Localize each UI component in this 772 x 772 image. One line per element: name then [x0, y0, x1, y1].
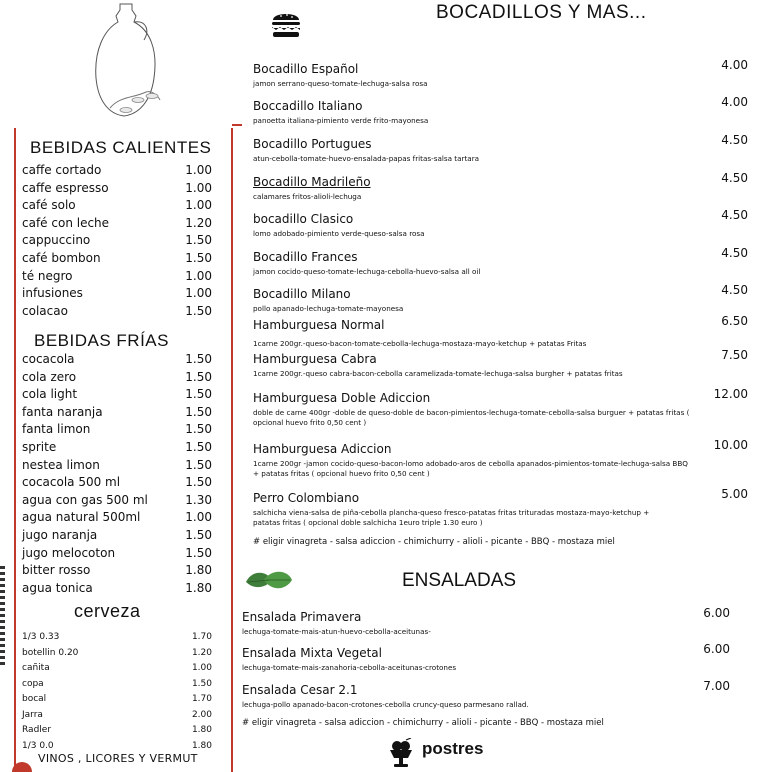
decorative-dots — [0, 566, 5, 666]
menu-row: caffe cortado 1.00 — [22, 163, 212, 177]
salad-item: Ensalada Mixta Vegetal lechuga-tomate-mais-zanahoria-cebolla-aceitunas-crotones 6.00 — [242, 642, 730, 672]
ice-cream-icon — [388, 738, 414, 768]
left-column — [0, 0, 232, 772]
menu-item: Bocadillo Milano pollo apanado-lechuga-tomate-mayonesa 4.50 — [253, 283, 748, 313]
desserts-title: postres — [422, 739, 484, 758]
menu-item: Hamburguesa Adiccion 1carne 200gr -jamon cocido-queso-bacon-lomo adobado-aros de cebolla apanados-pimientos-tomate-lechuga-salsa BBQ + patatas fritas ( opcional huevo frito 0,50 cent ) 10.00 — [253, 438, 748, 478]
sauce-options: # eligir vinagreta - salsa adiccion - chimichurry - alioli - picante - BBQ - mostaza miel — [242, 718, 604, 728]
menu-row: jugo melocoton 1.50 — [22, 545, 212, 560]
menu-row: cocacola 500 ml 1.50 — [22, 475, 212, 490]
menu-row: copa 1.50 — [22, 678, 212, 689]
menu-item: Bocadillo Frances jamon cocido-queso-tomate-lechuga-cebolla-huevo-salsa all oil 4.50 — [253, 246, 748, 276]
menu-item: Hamburguesa Doble Adiccion doble de carne 400gr -doble de queso-doble de bacon-pimientos-lechuga-tomate-cebolla-salsa burguer + patatas fritas ( opcional huevo frito 0,50 cent ) 12.00 — [253, 387, 748, 427]
menu-row: botellin 0.20 1.20 — [22, 647, 212, 658]
menu-row: café con leche 1.20 — [22, 215, 212, 230]
menu-row: agua tonica 1.80 — [22, 580, 212, 595]
menu-row: fanta naranja 1.50 — [22, 404, 212, 419]
menu-item: bocadillo Clasico lomo adobado-pimiento verde-queso-salsa rosa 4.50 — [253, 208, 748, 238]
menu-item: Perro Colombiano salchicha viena-salsa de piña-cebolla plancha-queso fresco-patatas fritas trituradas mostaza-mayo-ketchup + patatas fritas ( opcional doble salchicha 1euro triple 1.30 euro ) 5.00 — [253, 487, 748, 527]
menu-row: sprite 1.50 — [22, 439, 212, 454]
left-divider — [14, 128, 16, 772]
hot-drinks-list — [22, 162, 212, 320]
menu-row: infusiones 1.00 — [22, 286, 212, 301]
menu-row: café solo 1.00 — [22, 198, 212, 213]
menu-row: 1/3 0.0 1.80 — [22, 740, 212, 751]
menu-row: bitter rosso 1.80 — [22, 563, 212, 578]
menu-row: Jarra 2.00 — [22, 709, 212, 720]
menu-row: té negro 1.00 — [22, 268, 212, 283]
sauce-options: # eligir vinagreta - salsa adiccion - chimichurry - alioli - picante - BBQ - mostaza miel — [253, 537, 615, 547]
menu-row: cañita 1.00 — [22, 663, 212, 673]
burger-icon — [270, 7, 302, 39]
menu-row: jugo naranja 1.50 — [22, 527, 212, 542]
right-column — [240, 0, 772, 772]
menu-row: colacao 1.50 — [22, 303, 212, 318]
beer-list — [22, 630, 212, 754]
menu-item: Boccadillo Italiano panoetta italiana-pimiento verde frito-mayonesa 4.00 — [253, 95, 748, 125]
salads-title: ENSALADAS — [402, 570, 517, 591]
hot-drinks-title: BEBIDAS CALIENTES — [30, 138, 212, 157]
decorative-circle — [12, 762, 32, 772]
column-divider — [231, 128, 233, 772]
menu-row: caffe espresso 1.00 — [22, 180, 212, 195]
menu-row: cola light 1.50 — [22, 387, 212, 402]
sandwiches-title: BOCADILLOS Y MAS... — [436, 2, 647, 23]
menu-item: Bocadillo Madrileño calamares fritos-alioli-lechuga 4.50 — [253, 171, 748, 201]
menu-row: nestea limon 1.50 — [22, 457, 212, 472]
menu-row: agua con gas 500 ml 1.30 — [22, 492, 212, 507]
cold-drinks-title: BEBIDAS FRÍAS — [34, 331, 169, 350]
beer-title: cerveza — [74, 601, 141, 621]
menu-row: fanta limon 1.50 — [22, 422, 212, 437]
menu-row: cocacola 1.50 — [22, 352, 212, 366]
salad-item: Ensalada Primavera lechuga-tomate-mais-atun-huevo-cebolla-aceitunas- 6.00 — [242, 606, 730, 636]
menu-row: 1/3 0.33 1.70 — [22, 632, 212, 642]
oil-jug-illustration — [80, 0, 170, 126]
menu-item: Hamburguesa Cabra 1carne 200gr.-queso cabra-bacon-cebolla caramelizada-tomate-lechuga-salsa burgher + patatas fritas 7.50 — [253, 348, 748, 378]
menu-row: Radler 1.80 — [22, 725, 212, 735]
basil-leaf-icon — [242, 566, 294, 596]
menu-row: cola zero 1.50 — [22, 369, 212, 384]
menu-row: agua natural 500ml 1.00 — [22, 510, 212, 525]
menu-row: cappuccino 1.50 — [22, 233, 212, 248]
wines-title: VINOS , LICORES Y VERMUT — [38, 752, 198, 765]
menu-row: bocal 1.70 — [22, 694, 212, 704]
menu-item: Bocadillo Portugues atun-cebolla-tomate-huevo-ensalada-papas fritas-salsa tartara 4.50 — [253, 133, 748, 163]
menu-item: Bocadillo Español jamon serrano-queso-tomate-lechuga-salsa rosa 4.00 — [253, 58, 748, 88]
cold-drinks-list — [22, 351, 212, 597]
menu-row: café bombon 1.50 — [22, 250, 212, 265]
salad-item: Ensalada Cesar 2.1 lechuga-pollo apanado-bacon-crotones-cebolla cruncy-queso parmesano rallad. 7.00 — [242, 679, 730, 709]
menu-item: Hamburguesa Normal 1carne 200gr.-queso-bacon-tomate-cebolla-lechuga-mostaza-mayo-ketchup + patatas Fritas 6.50 — [253, 314, 748, 348]
